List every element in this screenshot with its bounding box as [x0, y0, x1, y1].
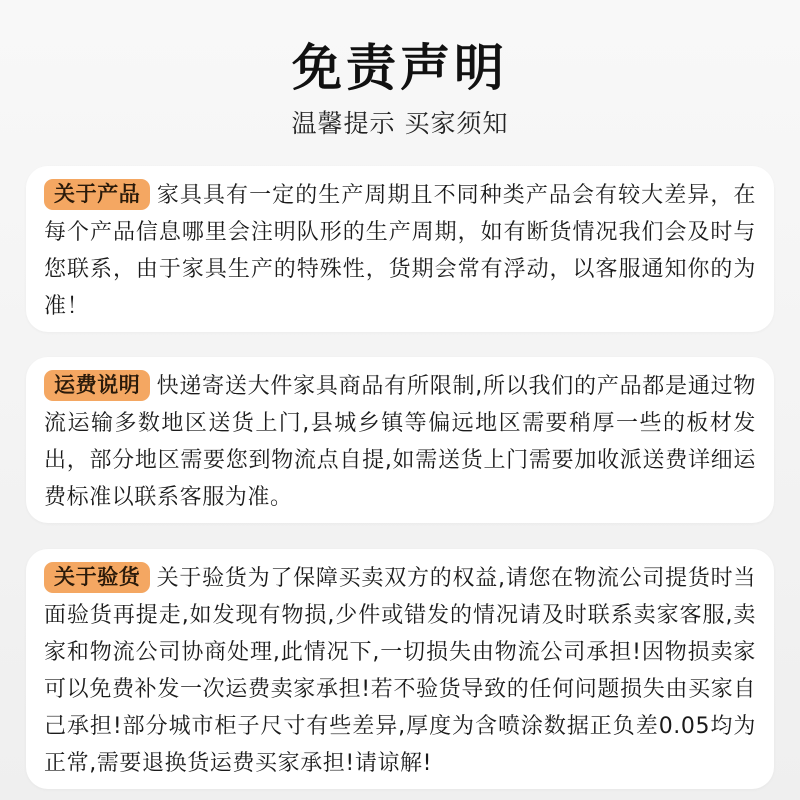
section-text-product: 家具具有一定的生产周期且不同种类产品会有较大差异，在每个产品信息哪里会注明队形的生产周期，如有断货情况我们会及时与您联系，由于家具生产的特殊性，货期会常有浮动，以客服通知你的为准！ — [44, 183, 756, 319]
section-badge-shipping: 运费说明 — [44, 370, 150, 401]
section-badge-product: 关于产品 — [44, 179, 150, 210]
section-card-shipping — [26, 357, 774, 523]
section-card-product — [26, 166, 774, 332]
page-title: 免责声明 — [292, 39, 508, 97]
section-badge-inspection: 关于验货 — [44, 562, 150, 593]
section-text-shipping: 快递寄送大件家具商品有所限制,所以我们的产品都是通过物流运输多数地区送货上门,县城乡镇等偏远地区需要稍厚一些的板材发出，部分地区需要您到物流点自提,如需送货上门需要加收派送费详细运费标准以联系客服为准。 — [44, 374, 756, 510]
section-text-inspection: 关于验货为了保障买卖双方的权益,请您在物流公司提货时当面验货再提走,如发现有物损,少件或错发的情况请及时联系卖家客服,卖家和物流公司协商处理,此情况下,一切损失由物流公司承担!因物损卖家可以免费补发一次运费卖家承担!若不验货导致的任何问题损失由买家自己承担!部分城市柜子尺寸有些差异,厚度为含喷涂数据正负差0.05均为正常,需要退换货运费买家承担!请谅解! — [44, 566, 756, 776]
page-subtitle: 温馨提示 买家须知 — [291, 109, 509, 138]
section-card-inspection — [26, 549, 774, 789]
